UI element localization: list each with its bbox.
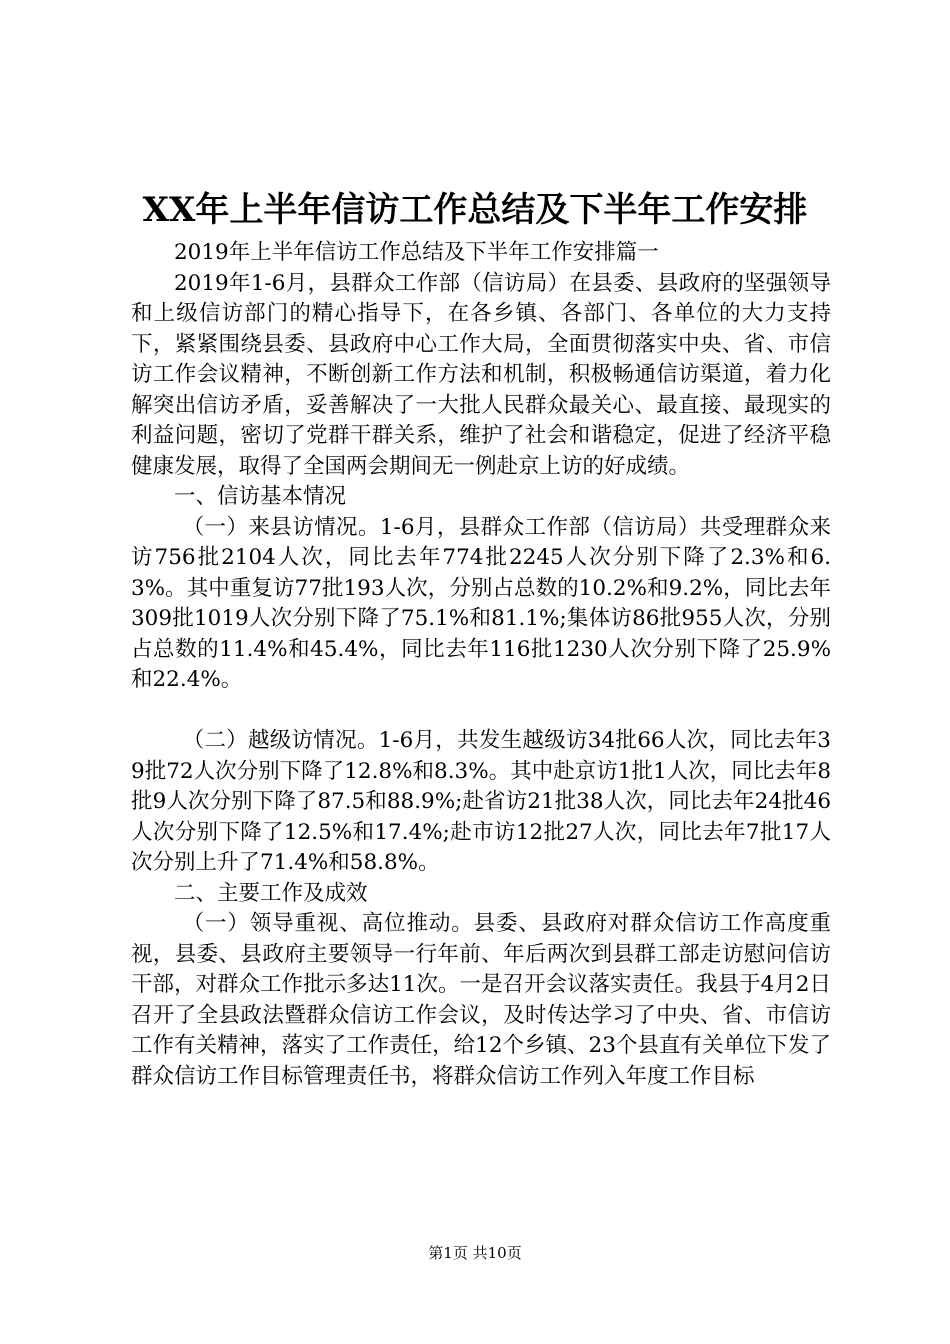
paragraph-county-visits: （一）来县访情况。1-6月，县群众工作部（信访局）共受理群众来访756批2104人次，同比去年774批2245人次分别下降了2.3%和6.3%。其中重复访77批193人次，分别占总数的10.2%和9.2%，同比去年309批1019人次分别下降了75.1%和81.1%;集体访86批955人次，分别占总数的11.4%和45.4%，同比去年116批1230人次分别下降了25.9%和22.4%。 [131,514,831,692]
heading-main-work: 二、主要工作及成效 [174,880,368,906]
section-subtitle: 2019年上半年信访工作总结及下半年工作安排篇一 [174,240,659,265]
document-body [131,238,831,1092]
document-title: XX年上半年信访工作总结及下半年工作安排 [142,190,808,230]
paragraph-intro: 2019年1-6月，县群众工作部（信访局）在县委、县政府的坚强领导和上级信访部门的精心指导下，在各乡镇、各部门、各单位的大力支持下，紧紧围绕县委、县政府中心工作大局，全面贯彻落实中央、省、市信访工作会议精神，不断创新工作方法和机制，积极畅通信访渠道，着力化解突出信访矛盾，妥善解决了一大批人民群众最关心、最直接、最现实的利益问题，密切了党群干群关系，维护了社会和谐稳定，促进了经济平稳健康发展，取得了全国两会期间无一例赴京上访的好成绩。 [131,270,831,479]
paragraph-skip-level-visits: （二）越级访情况。1-6月，共发生越级访34批66人次，同比去年39批72人次分别下降了12.8%和8.3%。其中赴京访1批1人次，同比去年8批9人次分别下降了87.5和88.9%;赴省访21批38人次，同比去年24批46人次分别下降了12.5%和17.4%;赴市访12批27人次，同比去年7批17人次分别上升了71.4%和58.8%。 [131,728,831,875]
paragraph-leadership: （一）领导重视、高位推动。县委、县政府对群众信访工作高度重视，县委、县政府主要领导一行年前、年后两次到县群工部走访慰问信访干部，对群众工作批示多达11次。一是召开会议落实责任。我县于4月2日召开了全县政法暨群众信访工作会议，及时传达学习了中央、省、市信访工作有关精神，落实了工作责任，给12个乡镇、23个县直有关单位下发了群众信访工作目标管理责任书，将群众信访工作列入年度工作目标 [131,911,831,1089]
page-footer: 第1页 共10页 [428,1244,522,1262]
paragraph-spacer [131,696,831,727]
heading-basic-situation: 一、信访基本情况 [174,484,347,509]
